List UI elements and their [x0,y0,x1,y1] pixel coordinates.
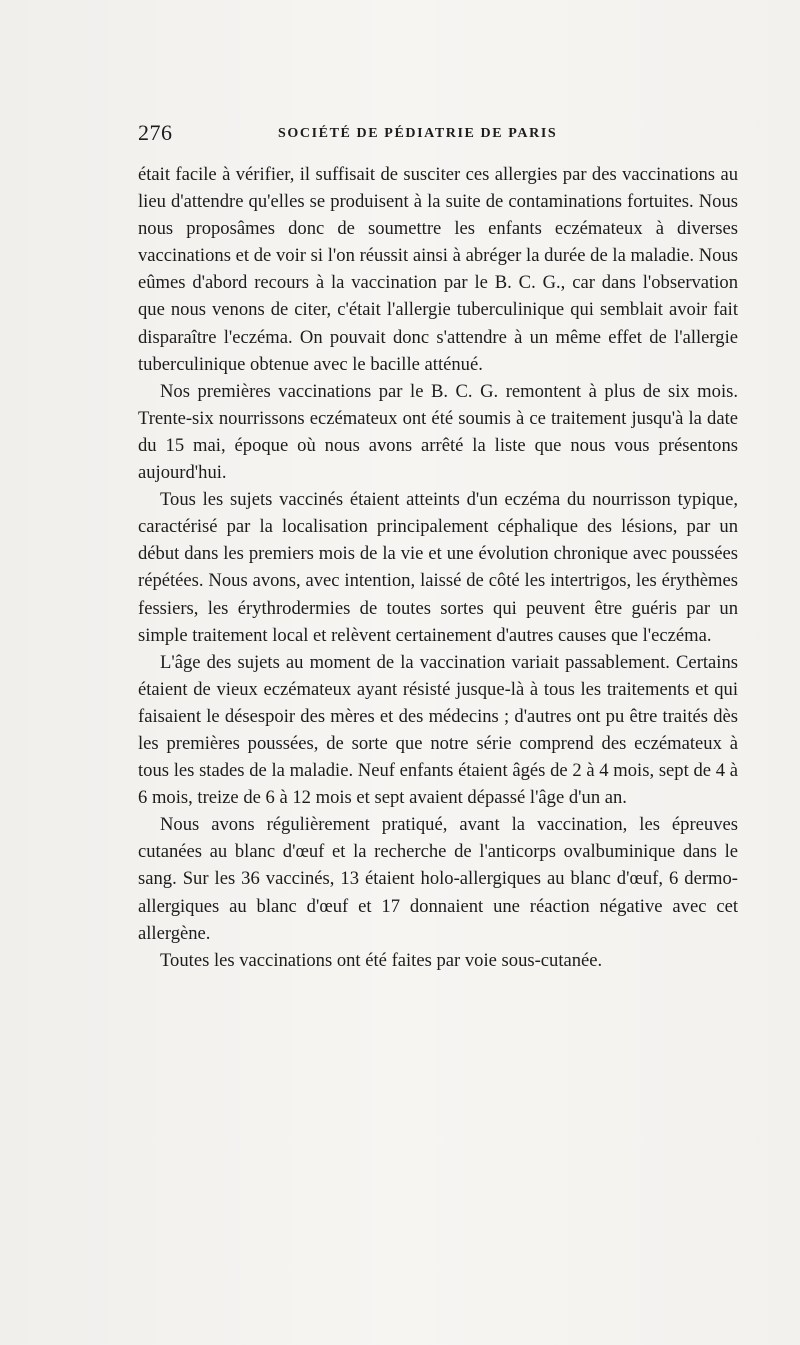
page-header [138,120,738,150]
paragraph-4: L'âge des sujets au moment de la vaccination variait passablement. Certains étaient de vieux eczémateux ayant résisté jusque-là à tous les traitements et qui faisaient le désespoir des mères et des médecins ; d'autres ont pu être traités dès les premières poussées, de sorte que notre série comprend des eczémateux à tous les stades de la maladie. Neuf enfants étaient âgés de 2 à 4 mois, sept de 4 à 6 mois, treize de 6 à 12 mois et sept avaient dépassé l'âge d'un an. [138,651,738,809]
paragraph-3: Tous les sujets vaccinés étaient atteints d'un eczéma du nourrisson typique, caractérisé par la localisation principalement céphalique des lésions, par un début dans les premiers mois de la vie et une évolution chronique avec poussées répétées. Nous avons, avec intention, laissé de côté les intertrigos, les érythèmes fessiers, les érythrodermies de toutes sortes qui peuvent être guéris par un simple traitement local et relèvent certainement d'autres causes que l'eczéma. [138,489,738,646]
page-number: 276 [138,120,173,145]
paragraph-5: Nous avons régulièrement pratiqué, avant la vaccination, les épreuves cutanées au blanc d'œuf et la recherche de l'anticorps ovalbuminique dans le sang. Sur les 36 vaccinés, 13 étaient holo-allergiques au blanc d'œuf, 6 dermo-allergiques au blanc d'œuf et 17 donnaient une réaction négative avec cet allergène. [138,814,738,944]
paragraph-1: était facile à vérifier, il suffisait de susciter ces allergies par des vaccinations au lieu d'attendre qu'elles se produisent à la suite de contaminations fortuites. Nous nous proposâmes donc de soumettre les enfants eczémateux à diverses vaccinations et de voir si l'on réussit ainsi à abréger la durée de la maladie. Nous eûmes d'abord recours à la vaccination par le B. C. G., car dans l'observation que nous venons de citer, c'était l'allergie tuberculinique qui semblait avoir fait disparaître l'eczéma. On pouvait donc s'attendre à un même effet de l'allergie tuberculinique obtenue avec le bacille atténué. [138,164,738,375]
paragraph-2: Nos premières vaccinations par le B. C. G. remontent à plus de six mois. Trente-six nourrissons eczémateux ont été soumis à ce traitement jusqu'à la date du 15 mai, époque où nous avons arrêté la liste que nous vous présentons aujourd'hui. [138,380,738,484]
body-text [138,161,738,974]
running-head: SOCIÉTÉ DE PÉDIATRIE DE PARIS [278,126,558,141]
paragraph-6: Toutes les vaccinations ont été faites par voie sous-cutanée. [160,949,603,971]
